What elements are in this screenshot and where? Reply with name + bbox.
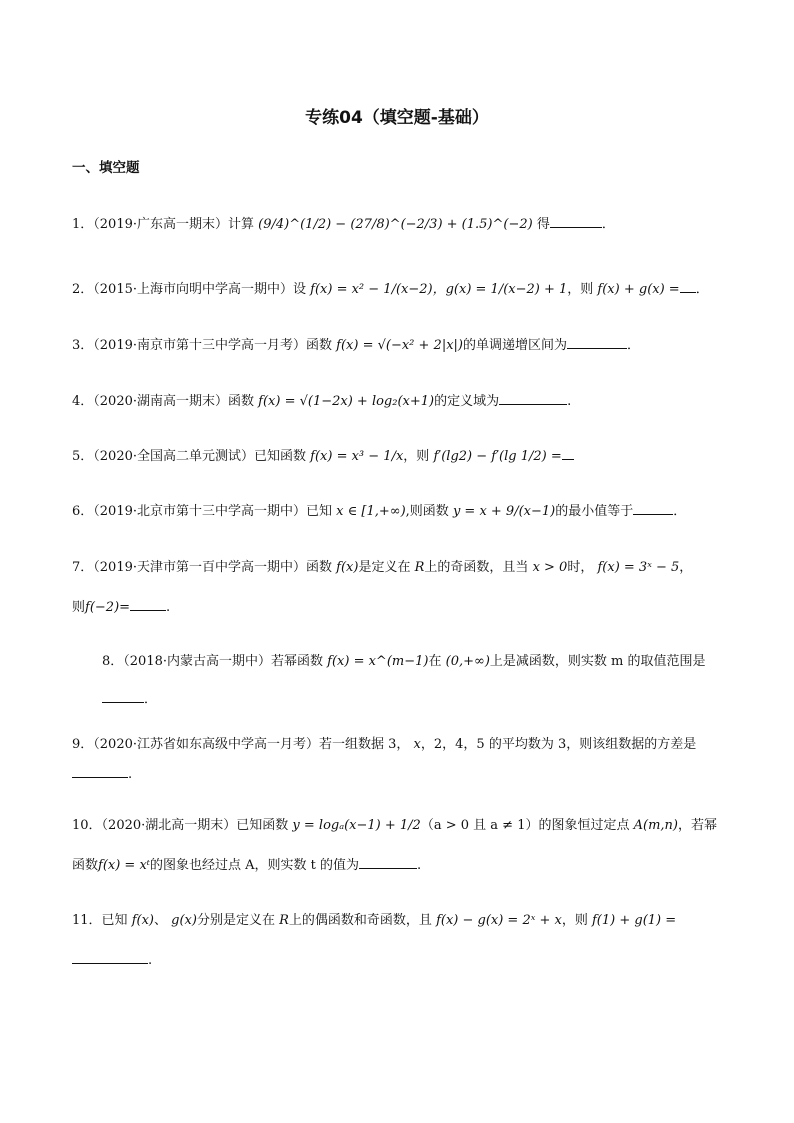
page-title: 专练04（填空题-基础） bbox=[305, 108, 489, 128]
answer-blank[interactable] bbox=[130, 598, 166, 611]
answer-blank[interactable] bbox=[499, 392, 567, 405]
question-3: 3．（2019·南京市第十三中学高一月考）函数 f(x) = √(−x² + 2|x|)的单调递增区间为 ． bbox=[72, 338, 641, 353]
question-2: 2．（2015·上海市向明中学高一期中）设 f(x) = x² − 1/(x−2)，g(x) = 1/(x−2) + 1，则 f(x) + g(x) = ． bbox=[72, 282, 709, 297]
answer-blank[interactable] bbox=[359, 856, 417, 869]
answer-blank[interactable] bbox=[72, 951, 148, 964]
question-8: 8．（2018·内蒙古高一期中）若幂函数 f(x) = x^(m−1)在 (0,+∞)上是减函数，则实数 m 的取值范围是 bbox=[102, 654, 706, 669]
answer-blank[interactable] bbox=[562, 447, 574, 460]
answer-blank[interactable] bbox=[102, 690, 144, 703]
question-6: 6．（2019·北京市第十三中学高一期中）已知 x ∈ [1,+∞),则函数 y = x + 9/(x−1)的最小值等于 ． bbox=[72, 504, 687, 519]
answer-blank[interactable] bbox=[550, 215, 602, 228]
answer-blank[interactable] bbox=[567, 336, 627, 349]
question-10: 10．（2020·湖北高一期末）已知函数 y = logₐ(x−1) + 1/2（a > 0 且 a ≠ 1）的图象恒过定点 A(m,n)，若幂 bbox=[72, 818, 717, 833]
question-11: 11．已知 f(x)、 g(x)分别是定义在 R上的偶函数和奇函数，且 f(x) − g(x) = 2ˣ + x，则 f(1) + g(1) = bbox=[72, 913, 677, 928]
answer-blank[interactable] bbox=[680, 280, 696, 293]
question-11-line2: . bbox=[72, 950, 152, 972]
question-5: 5．（2020·全国高二单元测试）已知函数 f(x) = x³ − 1/x，则 f′(lg2) − f′(lg 1/2) = bbox=[72, 446, 732, 468]
question-1: 1．（2019·广东高一期末）计算 (9/4)^(1/2) − (27/8)^(−2/3) + (1.5)^(−2) 得 ． bbox=[72, 217, 615, 232]
question-4: 4．（2020·湖南高一期末）函数 f(x) = √(1−2x) + log₂(x+1)的定义域为 . bbox=[72, 394, 572, 409]
question-9: 9．（2020·江苏省如东高级中学高一月考）若一组数据 3， x，2，4，5 的平均数为 3，则该组数据的方差是 bbox=[72, 737, 697, 752]
question-8-line2: ． bbox=[102, 689, 157, 711]
question-10-line2: 函数f(x) = xᵗ的图象也经过点 A，则实数 t 的值为 . bbox=[72, 858, 422, 873]
question-7-line2: 则f(−2)= . bbox=[72, 600, 171, 615]
answer-blank[interactable] bbox=[72, 765, 128, 778]
question-9-line2: . bbox=[72, 764, 132, 786]
section-heading: 一、填空题 bbox=[72, 160, 140, 176]
answer-blank[interactable] bbox=[633, 502, 673, 515]
question-7: 7．（2019·天津市第一百中学高一期中）函数 f(x)是定义在 R上的奇函数，且当 x > 0时， f(x) = 3ˣ − 5， bbox=[72, 560, 693, 575]
